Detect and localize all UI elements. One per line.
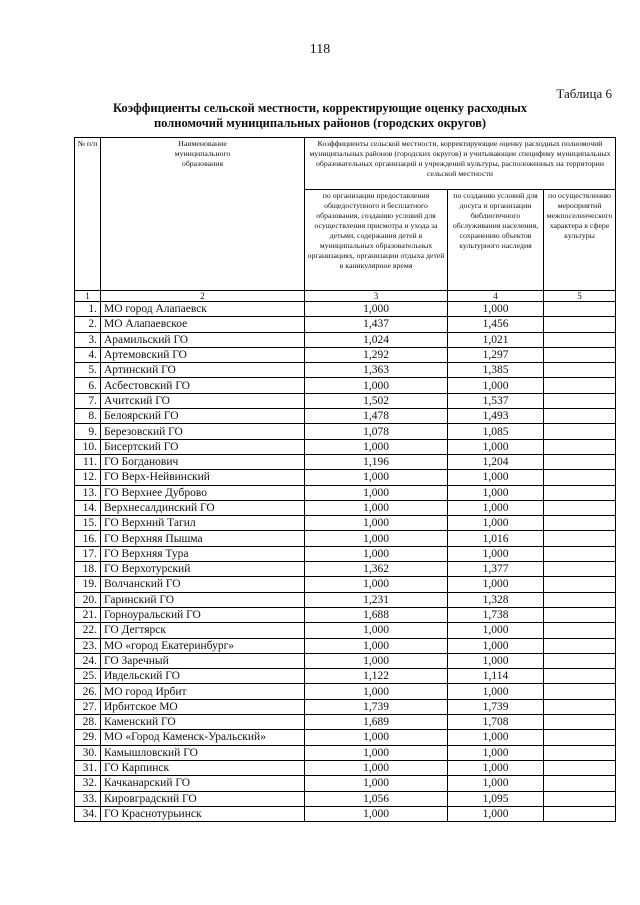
coefficient-intersettlement-culture	[544, 730, 616, 745]
coefficient-culture-leisure: 1,000	[448, 378, 544, 393]
table-row	[75, 332, 616, 347]
table-row	[75, 776, 616, 791]
table-row	[75, 623, 616, 638]
coefficient-culture-leisure: 1,537	[448, 393, 544, 408]
table-row	[75, 393, 616, 408]
header-col4: по созданию условий для досуга и организации библиотечного обслуживания населения, сохранению объектов культурного наследия	[448, 190, 544, 291]
row-number: 33.	[75, 791, 101, 806]
coefficient-intersettlement-culture	[544, 302, 616, 317]
municipality-name: ГО Краснотурьинск	[101, 806, 305, 821]
coefficient-intersettlement-culture	[544, 439, 616, 454]
coefficient-education: 1,689	[305, 715, 448, 730]
table-row	[75, 439, 616, 454]
coefficient-culture-leisure: 1,000	[448, 546, 544, 561]
coefficient-education: 1,024	[305, 332, 448, 347]
row-number: 26.	[75, 684, 101, 699]
municipality-name: МО «Город Каменск-Уральский»	[101, 730, 305, 745]
header-col5: по осуществлению мероприятий межпоселенческого характера в сфере культуры	[544, 190, 616, 291]
coefficient-intersettlement-culture	[544, 363, 616, 378]
column-number: 2	[101, 291, 305, 302]
municipality-name: Горноуральский ГО	[101, 607, 305, 622]
row-number: 28.	[75, 715, 101, 730]
row-number: 9.	[75, 424, 101, 439]
coefficient-culture-leisure: 1,021	[448, 332, 544, 347]
row-number: 31.	[75, 760, 101, 775]
coefficient-education: 1,000	[305, 806, 448, 821]
table-row	[75, 531, 616, 546]
coefficient-intersettlement-culture	[544, 715, 616, 730]
coefficient-intersettlement-culture	[544, 592, 616, 607]
coefficient-education: 1,688	[305, 607, 448, 622]
municipality-name: Верхнесалдинский ГО	[101, 500, 305, 515]
coefficient-education: 1,000	[305, 745, 448, 760]
coefficient-education: 1,078	[305, 424, 448, 439]
coefficient-intersettlement-culture	[544, 516, 616, 531]
table-row	[75, 500, 616, 515]
coefficient-education: 1,000	[305, 623, 448, 638]
row-number: 18.	[75, 562, 101, 577]
municipality-name: МО «город Екатеринбург»	[101, 638, 305, 653]
coefficient-intersettlement-culture	[544, 607, 616, 622]
coefficient-culture-leisure: 1,095	[448, 791, 544, 806]
coefficient-culture-leisure: 1,456	[448, 317, 544, 332]
coefficient-culture-leisure: 1,000	[448, 760, 544, 775]
coefficient-education: 1,000	[305, 302, 448, 317]
header-row-group	[75, 138, 616, 190]
column-number: 5	[544, 291, 616, 302]
row-number: 32.	[75, 776, 101, 791]
table-body	[75, 302, 616, 822]
coefficient-education: 1,502	[305, 393, 448, 408]
coefficient-culture-leisure: 1,493	[448, 409, 544, 424]
municipality-name: Ивдельский ГО	[101, 669, 305, 684]
municipality-name: ГО Верхний Тагил	[101, 516, 305, 531]
coefficient-education: 1,000	[305, 577, 448, 592]
coefficient-education: 1,000	[305, 516, 448, 531]
coefficient-culture-leisure: 1,000	[448, 485, 544, 500]
coefficient-intersettlement-culture	[544, 317, 616, 332]
table-row	[75, 302, 616, 317]
header-col3: по организации предоставления общедоступного и бесплатного образования, созданию условий для осуществления присмотра и ухода за детьми, содержания детей в муниципальных образовательных организациях, организации отдыха детей в каникулярное время	[305, 190, 448, 291]
coefficient-culture-leisure: 1,000	[448, 806, 544, 821]
column-numbers-row	[75, 291, 616, 302]
table-row	[75, 715, 616, 730]
coefficient-intersettlement-culture	[544, 699, 616, 714]
coefficient-culture-leisure: 1,000	[448, 500, 544, 515]
header-num: № п/п	[75, 138, 101, 291]
coefficient-intersettlement-culture	[544, 760, 616, 775]
table-row	[75, 745, 616, 760]
municipality-name: Бисертский ГО	[101, 439, 305, 454]
coefficient-culture-leisure: 1,000	[448, 577, 544, 592]
municipality-name: Качканарский ГО	[101, 776, 305, 791]
row-number: 5.	[75, 363, 101, 378]
coefficient-intersettlement-culture	[544, 546, 616, 561]
coefficient-culture-leisure: 1,708	[448, 715, 544, 730]
coefficient-culture-leisure: 1,000	[448, 745, 544, 760]
coefficient-education: 1,362	[305, 562, 448, 577]
row-number: 30.	[75, 745, 101, 760]
table-row	[75, 653, 616, 668]
coefficient-intersettlement-culture	[544, 393, 616, 408]
table-row	[75, 454, 616, 469]
row-number: 11.	[75, 454, 101, 469]
municipality-name: ГО Дегтярск	[101, 623, 305, 638]
row-number: 19.	[75, 577, 101, 592]
table-row	[75, 791, 616, 806]
municipality-name: ГО Верхняя Пышма	[101, 531, 305, 546]
coefficient-intersettlement-culture	[544, 562, 616, 577]
municipality-name: Арамильский ГО	[101, 332, 305, 347]
municipality-name: Каменский ГО	[101, 715, 305, 730]
coefficient-intersettlement-culture	[544, 577, 616, 592]
coefficient-intersettlement-culture	[544, 378, 616, 393]
table-row	[75, 699, 616, 714]
municipality-name: МО город Алапаевск	[101, 302, 305, 317]
header-name: Наименование муниципального образования	[101, 138, 305, 291]
row-number: 22.	[75, 623, 101, 638]
page-number: 118	[309, 42, 331, 57]
coefficient-education: 1,000	[305, 760, 448, 775]
coefficient-intersettlement-culture	[544, 470, 616, 485]
coefficient-intersettlement-culture	[544, 424, 616, 439]
municipality-name: Кировградский ГО	[101, 791, 305, 806]
municipality-name: ГО Верх-Нейвинский	[101, 470, 305, 485]
table-row	[75, 607, 616, 622]
table-row	[75, 638, 616, 653]
coefficient-intersettlement-culture	[544, 409, 616, 424]
municipality-name: Артемовский ГО	[101, 347, 305, 362]
coefficient-education: 1,000	[305, 638, 448, 653]
coefficient-intersettlement-culture	[544, 653, 616, 668]
row-number: 2.	[75, 317, 101, 332]
coefficient-intersettlement-culture	[544, 454, 616, 469]
municipality-name: МО Алапаевское	[101, 317, 305, 332]
coefficient-education: 1,000	[305, 470, 448, 485]
column-number: 1	[75, 291, 101, 302]
coefficient-education: 1,196	[305, 454, 448, 469]
row-number: 25.	[75, 669, 101, 684]
coefficient-intersettlement-culture	[544, 791, 616, 806]
table-row	[75, 669, 616, 684]
coefficient-culture-leisure: 1,000	[448, 776, 544, 791]
row-number: 3.	[75, 332, 101, 347]
table-row	[75, 363, 616, 378]
coefficient-culture-leisure: 1,016	[448, 531, 544, 546]
municipality-name: Асбестовский ГО	[101, 378, 305, 393]
municipality-name: ГО Заречный	[101, 653, 305, 668]
column-number: 3	[305, 291, 448, 302]
coefficient-culture-leisure: 1,000	[448, 439, 544, 454]
coefficient-culture-leisure: 1,000	[448, 653, 544, 668]
coefficient-culture-leisure: 1,328	[448, 592, 544, 607]
municipality-name: Гаринский ГО	[101, 592, 305, 607]
coefficient-culture-leisure: 1,000	[448, 638, 544, 653]
coefficient-culture-leisure: 1,377	[448, 562, 544, 577]
coefficient-intersettlement-culture	[544, 776, 616, 791]
coefficient-culture-leisure: 1,000	[448, 470, 544, 485]
row-number: 21.	[75, 607, 101, 622]
row-number: 15.	[75, 516, 101, 531]
table-row	[75, 592, 616, 607]
row-number: 7.	[75, 393, 101, 408]
coefficient-education: 1,000	[305, 485, 448, 500]
table-row	[75, 516, 616, 531]
coefficient-intersettlement-culture	[544, 485, 616, 500]
municipality-name: Камышловский ГО	[101, 745, 305, 760]
coefficient-culture-leisure: 1,204	[448, 454, 544, 469]
table-row	[75, 806, 616, 821]
coefficient-culture-leisure: 1,000	[448, 302, 544, 317]
coefficient-intersettlement-culture	[544, 347, 616, 362]
row-number: 12.	[75, 470, 101, 485]
coefficient-intersettlement-culture	[544, 500, 616, 515]
table-row	[75, 378, 616, 393]
table-row	[75, 577, 616, 592]
municipality-name: Белоярский ГО	[101, 409, 305, 424]
table-row	[75, 684, 616, 699]
coefficient-education: 1,000	[305, 546, 448, 561]
coefficients-table	[74, 137, 616, 822]
table-row	[75, 470, 616, 485]
row-number: 34.	[75, 806, 101, 821]
coefficient-education: 1,231	[305, 592, 448, 607]
coefficient-education: 1,363	[305, 363, 448, 378]
row-number: 16.	[75, 531, 101, 546]
municipality-name: Ирбитское МО	[101, 699, 305, 714]
municipality-name: ГО Верхотурский	[101, 562, 305, 577]
row-number: 24.	[75, 653, 101, 668]
table-row	[75, 760, 616, 775]
coefficient-education: 1,739	[305, 699, 448, 714]
table-row	[75, 562, 616, 577]
coefficient-culture-leisure: 1,114	[448, 669, 544, 684]
municipality-name: ГО Богданович	[101, 454, 305, 469]
table-row	[75, 409, 616, 424]
coefficient-intersettlement-culture	[544, 684, 616, 699]
row-number: 13.	[75, 485, 101, 500]
coefficient-education: 1,292	[305, 347, 448, 362]
municipality-name: ГО Карпинск	[101, 760, 305, 775]
coefficient-culture-leisure: 1,085	[448, 424, 544, 439]
municipality-name: Ачитский ГО	[101, 393, 305, 408]
coefficient-intersettlement-culture	[544, 669, 616, 684]
row-number: 23.	[75, 638, 101, 653]
municipality-name: ГО Верхнее Дуброво	[101, 485, 305, 500]
coefficient-education: 1,000	[305, 730, 448, 745]
row-number: 14.	[75, 500, 101, 515]
coefficient-culture-leisure: 1,739	[448, 699, 544, 714]
coefficient-intersettlement-culture	[544, 332, 616, 347]
coefficient-culture-leisure: 1,000	[448, 516, 544, 531]
coefficient-intersettlement-culture	[544, 531, 616, 546]
row-number: 27.	[75, 699, 101, 714]
coefficient-culture-leisure: 1,297	[448, 347, 544, 362]
coefficient-education: 1,000	[305, 439, 448, 454]
coefficient-education: 1,478	[305, 409, 448, 424]
document-title: Коэффициенты сельской местности, корректирующие оценку расходных полномочий муниципальных районов (городских округов)	[112, 101, 528, 130]
coefficient-intersettlement-culture	[544, 745, 616, 760]
table-row	[75, 424, 616, 439]
table-row	[75, 317, 616, 332]
municipality-name: МО город Ирбит	[101, 684, 305, 699]
table-row	[75, 347, 616, 362]
row-number: 17.	[75, 546, 101, 561]
coefficient-culture-leisure: 1,000	[448, 684, 544, 699]
coefficient-intersettlement-culture	[544, 806, 616, 821]
coefficient-education: 1,437	[305, 317, 448, 332]
header-group: Коэффициенты сельской местности, корректирующие оценку расходных полномочий муниципальных районов (городских округов) и учитывающие специфику муниципальных образовательных организаций и учреждений культуры, расположенных на территории сельской местности	[305, 138, 616, 190]
table-label: Таблица 6	[556, 86, 612, 101]
coefficient-intersettlement-culture	[544, 638, 616, 653]
coefficient-education: 1,000	[305, 653, 448, 668]
coefficient-education: 1,000	[305, 378, 448, 393]
coefficient-education: 1,000	[305, 776, 448, 791]
row-number: 8.	[75, 409, 101, 424]
table-row	[75, 485, 616, 500]
row-number: 20.	[75, 592, 101, 607]
municipality-name: Волчанский ГО	[101, 577, 305, 592]
table-row	[75, 546, 616, 561]
column-number: 4	[448, 291, 544, 302]
row-number: 1.	[75, 302, 101, 317]
coefficient-education: 1,000	[305, 500, 448, 515]
coefficient-education: 1,056	[305, 791, 448, 806]
coefficient-culture-leisure: 1,738	[448, 607, 544, 622]
coefficient-education: 1,000	[305, 531, 448, 546]
coefficient-education: 1,000	[305, 684, 448, 699]
municipality-name: Березовский ГО	[101, 424, 305, 439]
row-number: 6.	[75, 378, 101, 393]
coefficient-culture-leisure: 1,000	[448, 730, 544, 745]
row-number: 10.	[75, 439, 101, 454]
table-row	[75, 730, 616, 745]
coefficient-culture-leisure: 1,385	[448, 363, 544, 378]
row-number: 29.	[75, 730, 101, 745]
row-number: 4.	[75, 347, 101, 362]
coefficient-education: 1,122	[305, 669, 448, 684]
municipality-name: ГО Верхняя Тура	[101, 546, 305, 561]
coefficient-intersettlement-culture	[544, 623, 616, 638]
coefficient-culture-leisure: 1,000	[448, 623, 544, 638]
municipality-name: Артинский ГО	[101, 363, 305, 378]
